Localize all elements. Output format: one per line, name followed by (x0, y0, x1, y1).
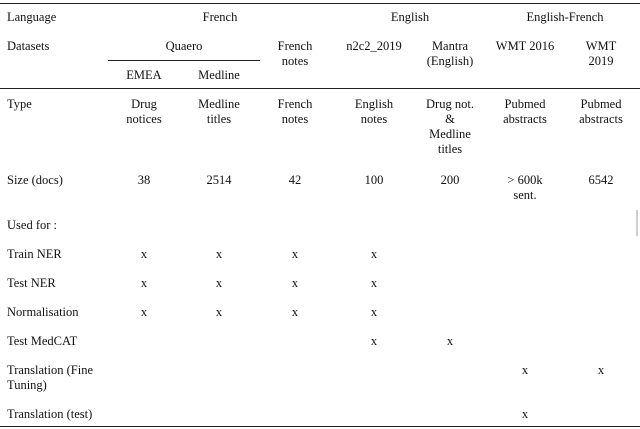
size-cell-french-notes: 42 (288, 173, 302, 187)
usage-mark: x (291, 247, 299, 261)
size-cell-n2c2: 100 (364, 173, 384, 187)
type-cell-medline: Medline titles (198, 97, 240, 126)
header-datasets: Datasets (7, 39, 50, 53)
scrollbar[interactable] (636, 210, 638, 236)
size-cell-medline: 2514 (206, 173, 232, 187)
header-wmt2016: WMT 2016 (495, 39, 555, 53)
header-emea: EMEA (126, 68, 162, 82)
header-quaero: Quaero (165, 39, 203, 53)
usage-mark: x (370, 305, 378, 319)
use-row-label: Test NER (7, 276, 56, 290)
header-french-notes: French notes (277, 39, 313, 68)
usage-mark: x (291, 305, 299, 319)
quaero-underline (108, 60, 260, 61)
type-cell-french-notes: French notes (277, 97, 313, 126)
usage-mark: x (370, 334, 378, 348)
size-cell-emea: 38 (137, 173, 151, 187)
use-row-label: Translation (Fine Tuning) (7, 363, 93, 392)
type-cell-emea: Drug notices (126, 97, 162, 126)
header-english: English (390, 10, 430, 24)
type-cell-wmt2019: Pubmed abstracts (579, 97, 623, 126)
use-row-label: Translation (test) (7, 407, 93, 421)
usage-mark: x (521, 363, 529, 377)
table-top-rule (0, 3, 640, 4)
type-cell-n2c2: English notes (354, 97, 394, 126)
usage-mark: x (215, 276, 223, 290)
size-cell-wmt2016: > 600k sent. (507, 173, 543, 202)
usage-mark: x (370, 247, 378, 261)
size-cell-wmt2019: 6542 (588, 173, 614, 187)
header-bottom-rule (0, 88, 640, 89)
usage-mark: x (140, 276, 148, 290)
usage-mark: x (521, 407, 529, 421)
type-cell-mantra: Drug not. & Medline titles (426, 97, 474, 156)
size-row-label: Size (docs) (7, 173, 63, 187)
use-row-label: Train NER (7, 247, 62, 261)
header-mantra: Mantra (English) (426, 39, 474, 68)
usage-mark: x (446, 334, 454, 348)
used-for-label: Used for : (7, 218, 57, 232)
header-language: Language (7, 10, 57, 24)
type-cell-wmt2016: Pubmed abstracts (503, 97, 547, 126)
size-cell-mantra: 200 (440, 173, 460, 187)
use-row-label: Test MedCAT (7, 334, 78, 348)
header-english-french: English-French (526, 10, 604, 24)
usage-mark: x (140, 247, 148, 261)
usage-mark: x (140, 305, 148, 319)
usage-mark: x (215, 247, 223, 261)
use-row-label: Normalisation (7, 305, 79, 319)
header-n2c2: n2c2_2019 (346, 39, 402, 53)
usage-mark: x (291, 276, 299, 290)
table-bottom-rule (0, 426, 640, 427)
header-medline: Medline (198, 68, 240, 82)
type-row-label: Type (7, 97, 32, 111)
header-french: French (202, 10, 238, 24)
header-wmt2019: WMT 2019 (585, 39, 617, 68)
usage-mark: x (215, 305, 223, 319)
usage-mark: x (597, 363, 605, 377)
usage-mark: x (370, 276, 378, 290)
